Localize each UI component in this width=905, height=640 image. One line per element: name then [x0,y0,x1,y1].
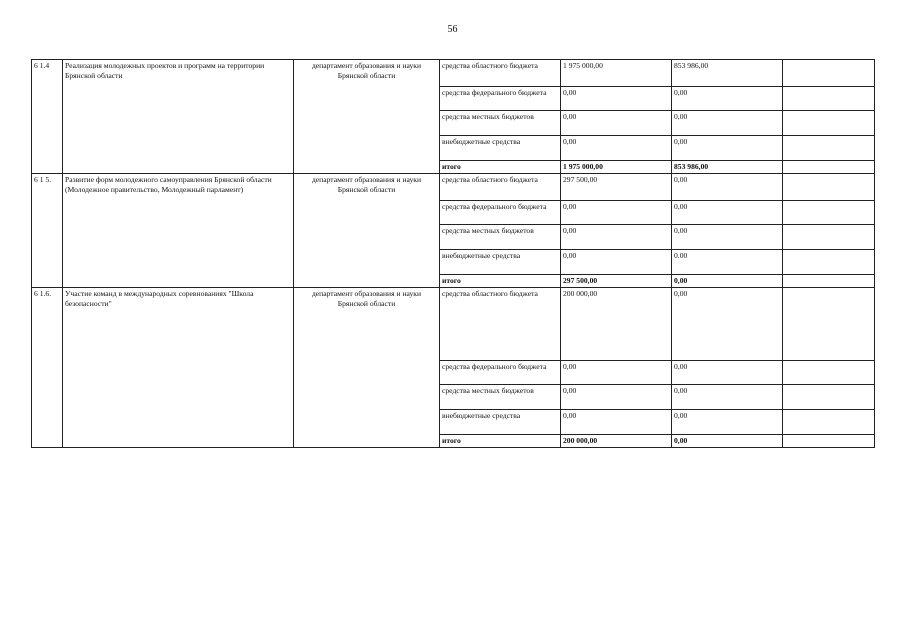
funding-source: средства областного бюджета [440,174,561,201]
total-label: итого [440,435,561,448]
value-actual: 0,00 [672,201,783,225]
value-planned: 0,00 [561,201,672,225]
table-row [32,60,875,87]
funding-source: средства местных бюджетов [440,225,561,250]
item-name: Развитие форм молодежного самоуправления Брянской области (Молодежное правительство, Молодежный парламент) [63,174,294,288]
value-planned: 297 500,00 [561,174,672,201]
item-executor: департамент образования и науки Брянской области [294,288,440,448]
value-planned: 0,00 [561,87,672,111]
value-planned: 0,00 [561,410,672,435]
funding-source: внебюджетные средства [440,250,561,275]
value-extra [783,60,875,87]
value-actual: 0,00 [672,361,783,385]
value-actual: 0,00 [672,275,783,288]
value-actual: 0,00 [672,111,783,136]
budget-table [31,59,875,448]
value-extra [783,87,875,111]
value-extra [783,201,875,225]
page-number: 56 [447,24,458,35]
value-actual: 0,00 [672,410,783,435]
item-number: 6 1 5. [32,174,63,288]
value-extra [783,361,875,385]
value-extra [783,410,875,435]
total-label: итого [440,275,561,288]
value-planned: 0,00 [561,111,672,136]
value-extra [783,385,875,410]
value-planned: 297 500,00 [561,275,672,288]
value-planned: 0,00 [561,361,672,385]
funding-source: средства федерального бюджета [440,361,561,385]
funding-source: внебюджетные средства [440,136,561,161]
value-actual: 0.00 [672,250,783,275]
funding-source: средства местных бюджетов [440,385,561,410]
value-extra [783,288,875,361]
value-actual: 0,00 [672,174,783,201]
value-extra [783,111,875,136]
value-planned: 0,00 [561,225,672,250]
value-actual: 0,00 [672,136,783,161]
value-extra [783,161,875,174]
item-number: 6 1.6. [32,288,63,448]
item-executor: департамент образования и науки Брянской области [294,60,440,174]
funding-source: средства федерального бюджета [440,87,561,111]
funding-source: внебюджетные средства [440,410,561,435]
value-planned: 1 975 000,00 [561,161,672,174]
value-extra [783,225,875,250]
item-executor: департамент образования и науки Брянской области [294,174,440,288]
value-actual: 0,00 [672,87,783,111]
value-planned: 200 000,00 [561,288,672,361]
value-actual: 853 986,00 [672,161,783,174]
value-extra [783,250,875,275]
funding-source: средства местных бюджетов [440,111,561,136]
value-extra [783,435,875,448]
table-row [32,174,875,201]
value-actual: 0,00 [672,225,783,250]
value-extra [783,136,875,161]
value-actual: 0,00 [672,435,783,448]
funding-source: средства областного бюджета [440,60,561,87]
value-planned: 0,00 [561,385,672,410]
value-extra [783,174,875,201]
funding-source: средства областного бюджета [440,288,561,361]
value-actual: 0,00 [672,385,783,410]
budget-table-body [32,60,875,448]
value-planned: 0,00 [561,136,672,161]
item-number: 6 1.4 [32,60,63,174]
table-row [32,288,875,361]
item-name: Участие команд в международных соревнованиях "Школа безопасности" [63,288,294,448]
funding-source: средства федерального бюджета [440,201,561,225]
value-extra [783,275,875,288]
total-label: итого [440,161,561,174]
item-name: Реализация молодежных проектов и программ на территории Брянской области [63,60,294,174]
value-actual: 853 986,00 [672,60,783,87]
value-planned: 200 000,00 [561,435,672,448]
value-planned: 0,00 [561,250,672,275]
value-planned: 1 975 000,00 [561,60,672,87]
value-actual: 0,00 [672,288,783,361]
